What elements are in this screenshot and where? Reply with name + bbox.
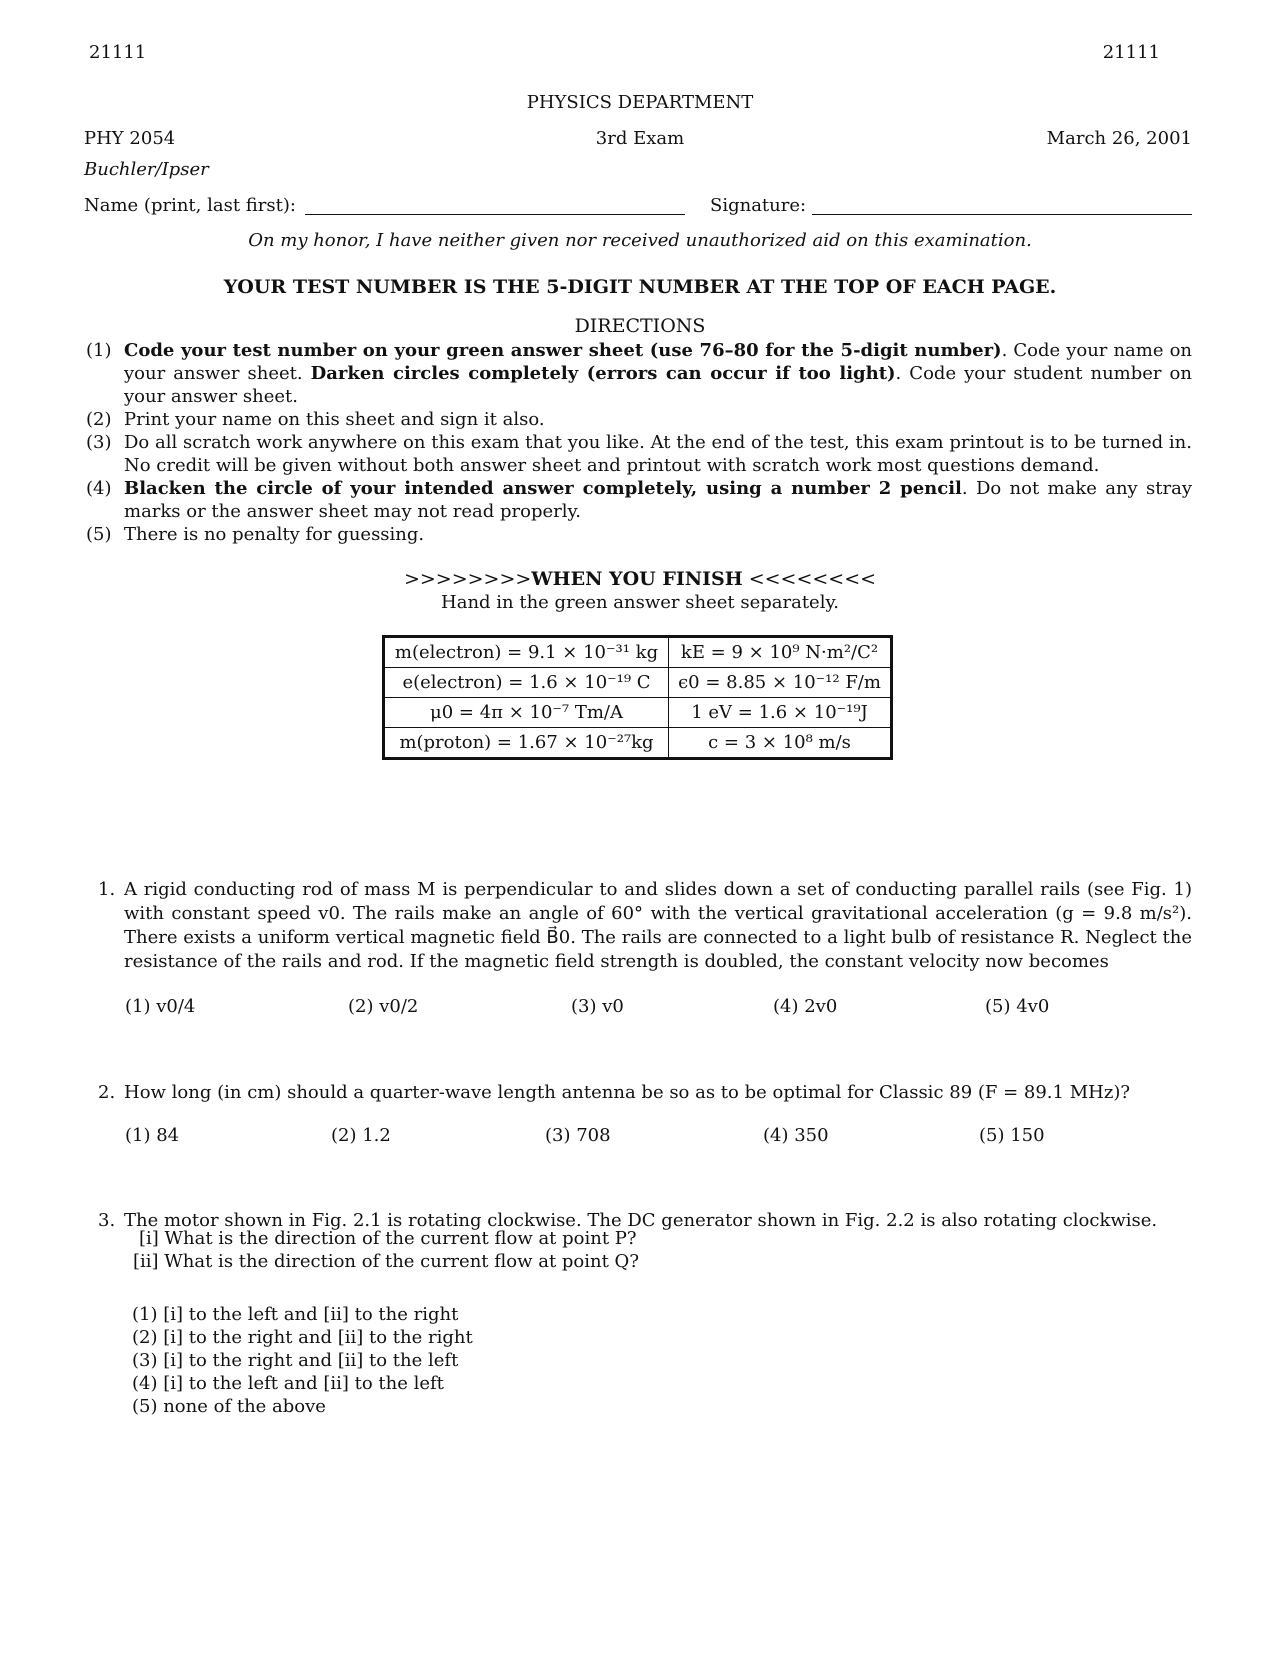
name-field-line[interactable] (305, 214, 685, 215)
directions-title: DIRECTIONS (574, 315, 706, 337)
exam-date: March 26, 2001 (1046, 128, 1192, 149)
constant-cell: c = 3 × 10⁸ m/s (669, 728, 892, 759)
constant-cell: e(electron) = 1.6 × 10⁻¹⁹ C (384, 668, 669, 698)
constant-cell: μ0 = 4π × 10⁻⁷ Tm/A (384, 698, 669, 728)
constant-cell: m(proton) = 1.67 × 10⁻²⁷kg (384, 728, 669, 759)
q1-choice-5[interactable]: (5) 4v0 (985, 996, 1050, 1017)
table-row (384, 668, 892, 698)
q2-choice-1[interactable]: (1) 84 (125, 1125, 180, 1146)
q2-choice-5[interactable]: (5) 150 (979, 1125, 1045, 1146)
q1-choice-1[interactable]: (1) v0/4 (125, 996, 196, 1017)
question-text: How long (in cm) should a quarter-wave length antenna be so as to be optimal for Classic 89 (F = 89.1 MHz)? (124, 1082, 1130, 1103)
question-2: 2. How long (in cm) should a quarter-wave length antenna be so as to be optimal for Classic 89 (F = 89.1 MHz)? (98, 1081, 1192, 1105)
q3-choice-4[interactable]: (4) [i] to the left and [ii] to the left (132, 1373, 444, 1394)
constant-cell: ϵ0 = 8.85 × 10⁻¹² F/m (669, 668, 892, 698)
direction-item: (3) Do all scratch work anywhere on this exam that you like. At the end of the test, this exam printout is to be turned in. No credit will be given without both answer sheet and printout with scratch work most questions demand. (86, 432, 1192, 476)
question-3: 3. The motor shown in Fig. 2.1 is rotating clockwise. The DC generator shown in Fig. 2.2 is also rotating clockwise. (98, 1209, 1192, 1233)
constant-cell: kE = 9 × 10⁹ N·m²/C² (669, 637, 892, 668)
test-number-left: 21111 (89, 42, 147, 63)
q2-choice-3[interactable]: (3) 708 (545, 1125, 611, 1146)
subquestion: [ii] What is the direction of the current flow at point Q? (133, 1251, 639, 1272)
direction-item: (2) Print your name on this sheet and sign it also. (86, 409, 545, 430)
table-row (384, 637, 892, 668)
direction-item: (5) There is no penalty for guessing. (86, 524, 425, 545)
direction-item: (4) Blacken the circle of your intended answer completely, using a number 2 pencil. Do not make any stray marks or the answer sheet may not read properly. (86, 478, 1193, 522)
constant-cell: 1 eV = 1.6 × 10⁻¹⁹J (669, 698, 892, 728)
course-code: PHY 2054 (84, 128, 176, 149)
q1-choice-4[interactable]: (4) 2v0 (773, 996, 838, 1017)
q3-choice-1[interactable]: (1) [i] to the left and [ii] to the right (132, 1304, 459, 1325)
name-label: Name (print, last first): (84, 195, 296, 216)
when-you-finish: >>>>>>>>WHEN YOU FINISH <<<<<<<< (403, 568, 877, 590)
table-row (384, 698, 892, 728)
q2-choice-2[interactable]: (2) 1.2 (331, 1125, 391, 1146)
test-number-right: 21111 (1102, 42, 1160, 63)
honor-statement: On my honor, I have neither given nor received unauthorized aid on this examination. (248, 230, 1032, 251)
hand-in-note: Hand in the green answer sheet separately. (441, 592, 839, 613)
table-row (384, 728, 892, 759)
subquestion: [i] What is the direction of the current flow at point P? (139, 1228, 637, 1249)
test-number-notice: YOUR TEST NUMBER IS THE 5-DIGIT NUMBER AT THE TOP OF EACH PAGE. (223, 276, 1057, 298)
exam-name: 3rd Exam (595, 128, 685, 149)
question-1: 1. A rigid conducting rod of mass M is perpendicular to and slides down a set of conducting parallel rails (see Fig. 1) with constant speed v0. The rails make an angle of 60° with the vertical gravitational acceleration (g = 9.8 m/s²). There exists a uniform vertical magnetic field B⃗0. The rails are connected to a light bulb of resistance R. Neglect the resistance of the rails and rod. If the magnetic field strength is doubled, the constant velocity now becomes (98, 879, 1192, 972)
directions-list (86, 339, 1192, 546)
q3-subquestions (133, 1227, 639, 1273)
q3-choice-2[interactable]: (2) [i] to the right and [ii] to the right (132, 1327, 473, 1348)
q1-choice-3[interactable]: (3) v0 (571, 996, 624, 1017)
instructors: Buchler/Ipser (84, 159, 209, 180)
signature-field-line[interactable] (812, 214, 1192, 215)
signature-label: Signature: (710, 195, 807, 216)
department-title: PHYSICS DEPARTMENT (526, 92, 754, 113)
constants-table (382, 635, 893, 760)
q3-choice-3[interactable]: (3) [i] to the right and [ii] to the left (132, 1350, 459, 1371)
question-text: The motor shown in Fig. 2.1 is rotating clockwise. The DC generator shown in Fig. 2.2 is also rotating clockwise. (124, 1210, 1158, 1231)
q3-choices (132, 1303, 473, 1418)
constant-cell: m(electron) = 9.1 × 10⁻³¹ kg (384, 637, 669, 668)
q2-choice-4[interactable]: (4) 350 (763, 1125, 829, 1146)
question-text: A rigid conducting rod of mass M is perpendicular to and slides down a set of conducting parallel rails (see Fig. 1) with constant speed v0. The rails make an angle of 60° with the vertical gravitational acceleration (g = 9.8 m/s²). There exists a uniform vertical magnetic field B⃗0. The rails are connected to a light bulb of resistance R. Neglect the resistance of the rails and rod. If the magnetic field strength is doubled, the constant velocity now becomes (124, 879, 1192, 972)
direction-item: (1) Code your test number on your green answer sheet (use 76–80 for the 5-digit number). Code your name on your answer sheet. Darken circles completely (errors can occur if too light). Code your student number on your answer sheet. (86, 340, 1193, 407)
q1-choice-2[interactable]: (2) v0/2 (348, 996, 419, 1017)
q3-choice-5[interactable]: (5) none of the above (132, 1396, 326, 1417)
